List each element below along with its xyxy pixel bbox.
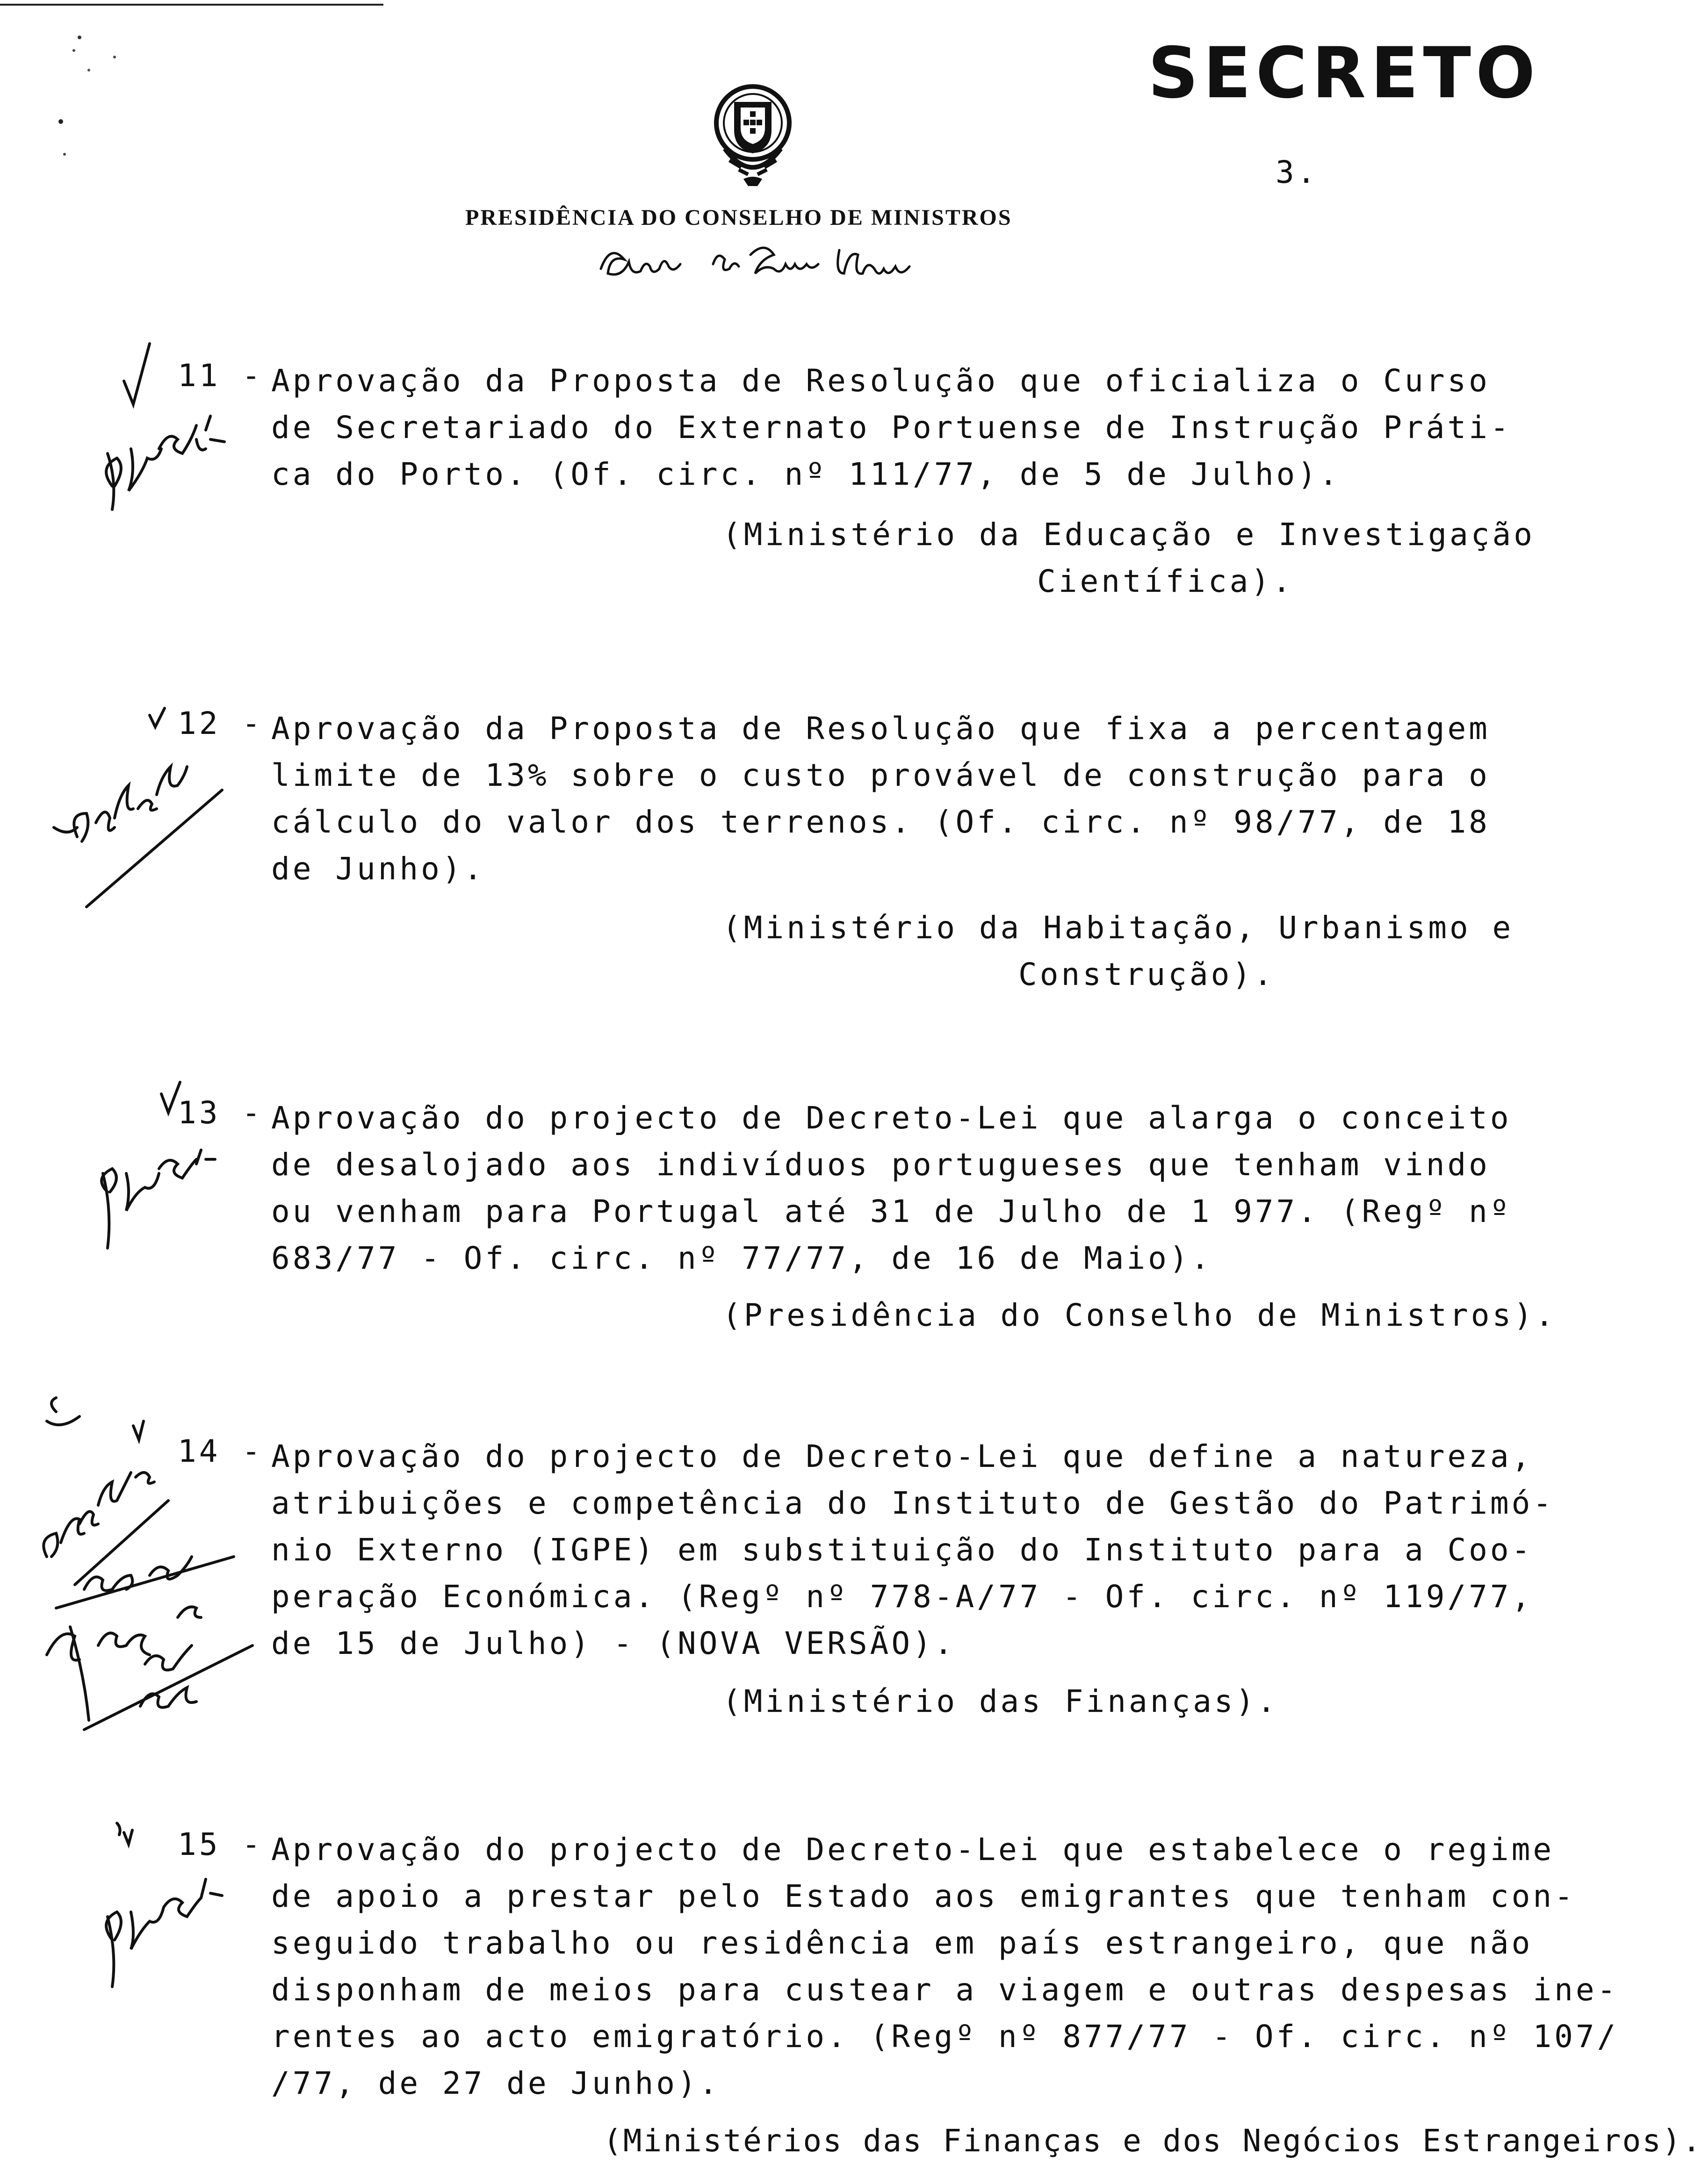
item-12-ministry-line-2: Construção). <box>1018 956 1275 992</box>
item-15-line-3: seguido trabalho ou residência em país estrangeiro, que não <box>271 1925 1533 1961</box>
item-13-number: 13 - <box>178 1095 263 1131</box>
item-14-line-5: de 15 de Julho) - (NOVA VERSÃO). <box>271 1625 956 1661</box>
item-14-line-3: nio Externo (IGPE) em substituição do Instituto para a Coo- <box>271 1532 1533 1568</box>
scan-specks <box>47 28 140 178</box>
handwritten-check-aprovado-11 <box>79 337 238 514</box>
organization-name: PRESIDÊNCIA DO CONSELHO DE MINISTROS <box>465 205 1012 230</box>
handwritten-check-adiado-12 <box>44 701 241 912</box>
item-12-line-3: cálculo do valor dos terrenos. (Of. circ. nº 98/77, de 18 <box>271 804 1490 840</box>
item-15-line-5: rentes ao acto emigratório. (Regº nº 877/77 - Of. circ. nº 107/ <box>271 2019 1619 2055</box>
classification-stamp: SECRETO <box>1148 33 1540 114</box>
item-14-number: 14 - <box>178 1433 263 1469</box>
item-12-ministry-line-1: (Ministério da Habitação, Urbanismo e <box>722 910 1514 946</box>
item-13-line-2: de desalojado aos indivíduos portugueses que tenham vindo <box>271 1147 1490 1183</box>
item-13-line-1: Aprovação do projecto de Decreto-Lei que alarga o conceito <box>271 1100 1512 1136</box>
item-15-line-6: /77, de 27 de Junho). <box>271 2065 721 2101</box>
item-14-line-1: Aprovação do projecto de Decreto-Lei que define a natureza, <box>271 1438 1533 1474</box>
item-15-text <box>271 1826 1618 2107</box>
handwritten-check-aprovado-15 <box>79 1814 257 1991</box>
item-11-line-3: ca do Porto. (Of. circ. nº 111/77, de 5 de Julho). <box>271 456 1341 492</box>
item-15-line-2: de apoio a prestar pelo Estado aos emigrantes que tenham con- <box>271 1878 1576 1914</box>
item-13-line-4: 683/77 - Of. circ. nº 77/77, de 16 de Maio). <box>271 1240 1212 1276</box>
item-13-text <box>271 1095 1512 1282</box>
item-15-line-1: Aprovação do projecto de Decreto-Lei que estabelece o regime <box>271 1832 1555 1868</box>
item-15-number: 15 - <box>178 1826 263 1862</box>
item-12-line-4: de Junho). <box>271 851 485 887</box>
item-12-line-2: limite de 13% sobre o custo provável de construção para o <box>271 757 1490 793</box>
cabinet-script-line <box>591 236 938 287</box>
item-11-ministry-line-2: Científica). <box>1037 563 1294 599</box>
item-11-ministry-line-1: (Ministério da Educação e Investigação <box>722 517 1535 553</box>
item-11-line-2: de Secretariado do Externato Portuense de Instrução Práti- <box>271 410 1512 445</box>
item-14-line-2: atribuições e competência do Instituto de Gestão do Patrimó- <box>271 1485 1555 1521</box>
item-13-line-3: ou venham para Portugal até 31 de Julho de 1 977. (Regº nº <box>271 1193 1512 1229</box>
item-14-text <box>271 1433 1554 1667</box>
item-12-text <box>271 705 1490 892</box>
portuguese-coat-of-arms-icon <box>706 79 800 191</box>
item-15-ministry: (Ministérios das Finanças e dos Negócios Estrangeiros). <box>603 2123 1702 2159</box>
item-13-ministry: (Presidência do Conselho de Ministros). <box>722 1297 1557 1333</box>
item-11-line-1: Aprovação da Proposta de Resolução que oficializa o Curso <box>271 363 1490 399</box>
handwritten-check-adiado-14 <box>28 1384 262 1739</box>
item-11-text <box>271 358 1512 498</box>
item-12-number: 12 - <box>178 705 263 741</box>
item-14-line-4: peração Económica. (Regº nº 778-A/77 - Of. circ. nº 119/77, <box>271 1579 1533 1615</box>
item-11-number: 11 - <box>178 358 263 394</box>
item-15-line-4: disponham de meios para custear a viagem e outras despesas ine- <box>271 1972 1619 2008</box>
item-14-ministry: (Ministério das Finanças). <box>722 1683 1279 1719</box>
item-12-line-1: Aprovação da Proposta de Resolução que fixa a percentagem <box>271 711 1490 747</box>
top-rule <box>0 4 383 6</box>
page-number: 3. <box>1276 154 1319 190</box>
handwritten-check-aprovado-13 <box>79 1080 238 1276</box>
